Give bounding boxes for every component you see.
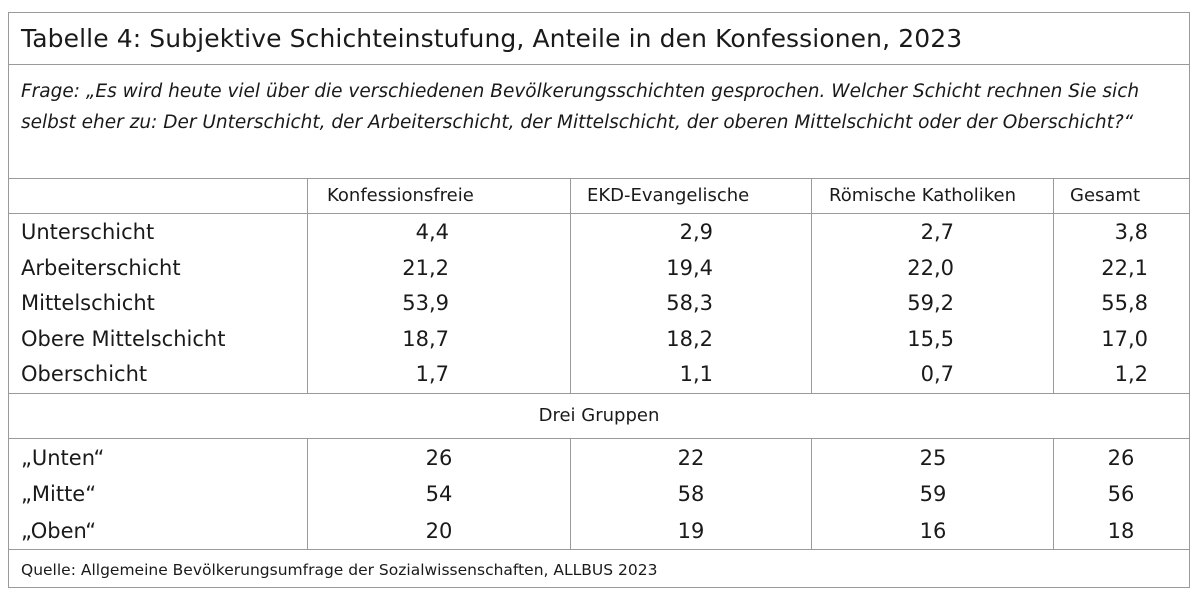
row-label: „Unten“ [21, 446, 105, 470]
table-cell: 59,2 [907, 291, 954, 316]
divider [9, 549, 1189, 550]
table-row [9, 513, 1189, 549]
table-cell: 56 [1107, 482, 1135, 507]
section-row [9, 394, 1189, 438]
column-divider [1053, 438, 1054, 549]
table-cell: 54 [425, 482, 453, 507]
table-row [9, 286, 1189, 322]
table-cell: 22 [677, 446, 705, 470]
table-row [9, 215, 1189, 251]
table-cell: 18,7 [402, 326, 449, 351]
table-cell: 22,1 [1101, 255, 1148, 280]
column-header-konfessionsfreie: Konfessionsfreie [327, 185, 474, 206]
table-cell: 18,2 [666, 326, 713, 351]
table-cell: 19 [677, 518, 705, 543]
table-cell: 58 [677, 482, 705, 507]
divider [9, 213, 1189, 214]
table-cell: 55,8 [1101, 291, 1148, 316]
section-label: Drei Gruppen [538, 405, 660, 426]
table-cell: 3,8 [1114, 220, 1148, 244]
divider [9, 438, 1189, 439]
column-divider [570, 438, 571, 549]
table-cell: 16 [919, 518, 947, 543]
table-cell: 22,0 [907, 255, 954, 280]
column-header-ekd-evangelische: EKD-Evangelische [587, 185, 750, 206]
row-label: Mittelschicht [21, 291, 155, 316]
table-row [9, 322, 1189, 358]
table-title: Tabelle 4: Subjektive Schichteinstufung, Anteile in den Konfessionen, 2023 [9, 13, 1189, 65]
row-label: Oberschicht [21, 362, 148, 387]
table-row [9, 476, 1189, 512]
table-cell: 2,9 [679, 220, 713, 244]
table-cell: 1,1 [679, 362, 713, 387]
column-divider [1053, 179, 1054, 393]
table-cell: 26 [1107, 446, 1135, 470]
row-label: „Mitte“ [21, 482, 97, 507]
table-cell: 58,3 [666, 291, 713, 316]
table-cell: 21,2 [402, 255, 449, 280]
source-note: Quelle: Allgemeine Bevölkerungsumfrage der Sozialwissenschaften, ALLBUS 2023 [21, 561, 658, 579]
table-cell: 26 [425, 446, 453, 470]
table-cell: 4,4 [415, 220, 449, 244]
table-cell: 15,5 [907, 326, 954, 351]
table-cell: 0,7 [920, 362, 954, 387]
table-row [9, 440, 1189, 476]
column-divider [811, 438, 812, 549]
table-cell: 1,7 [415, 362, 449, 387]
table-cell: 53,9 [402, 291, 449, 316]
column-divider [570, 179, 571, 393]
table-cell: 18 [1107, 518, 1135, 543]
row-label: Arbeiterschicht [21, 255, 181, 280]
header-row [9, 179, 1189, 213]
table-frame [8, 12, 1190, 588]
row-label: Obere Mittelschicht [21, 326, 226, 351]
row-label: „Oben“ [21, 518, 97, 543]
row-label: Unterschicht [21, 220, 155, 244]
table-row [9, 251, 1189, 287]
table-cell: 17,0 [1101, 326, 1148, 351]
column-header-gesamt: Gesamt [1070, 185, 1141, 206]
column-divider [307, 179, 308, 393]
column-divider [811, 179, 812, 393]
table-cell: 19,4 [666, 255, 713, 280]
table-cell: 20 [425, 518, 453, 543]
survey-question: Frage: „Es wird heute viel über die verschiedenen Bevölkerungsschichten gesprochen. Welcher Schicht rechnen Sie sich selbst eher zu: Der Unterschicht, der Arbeiterschicht, der Mittelschicht, der oberen Mittelschicht oder der Oberschicht?“ [9, 65, 1189, 179]
table-cell: 59 [919, 482, 947, 507]
table-cell: 1,2 [1114, 362, 1148, 387]
column-header-roemische-katholiken: Römische Katholiken [829, 185, 1016, 206]
table-cell: 2,7 [920, 220, 954, 244]
column-divider [307, 438, 308, 549]
table-row [9, 357, 1189, 393]
table-cell: 25 [919, 446, 947, 470]
